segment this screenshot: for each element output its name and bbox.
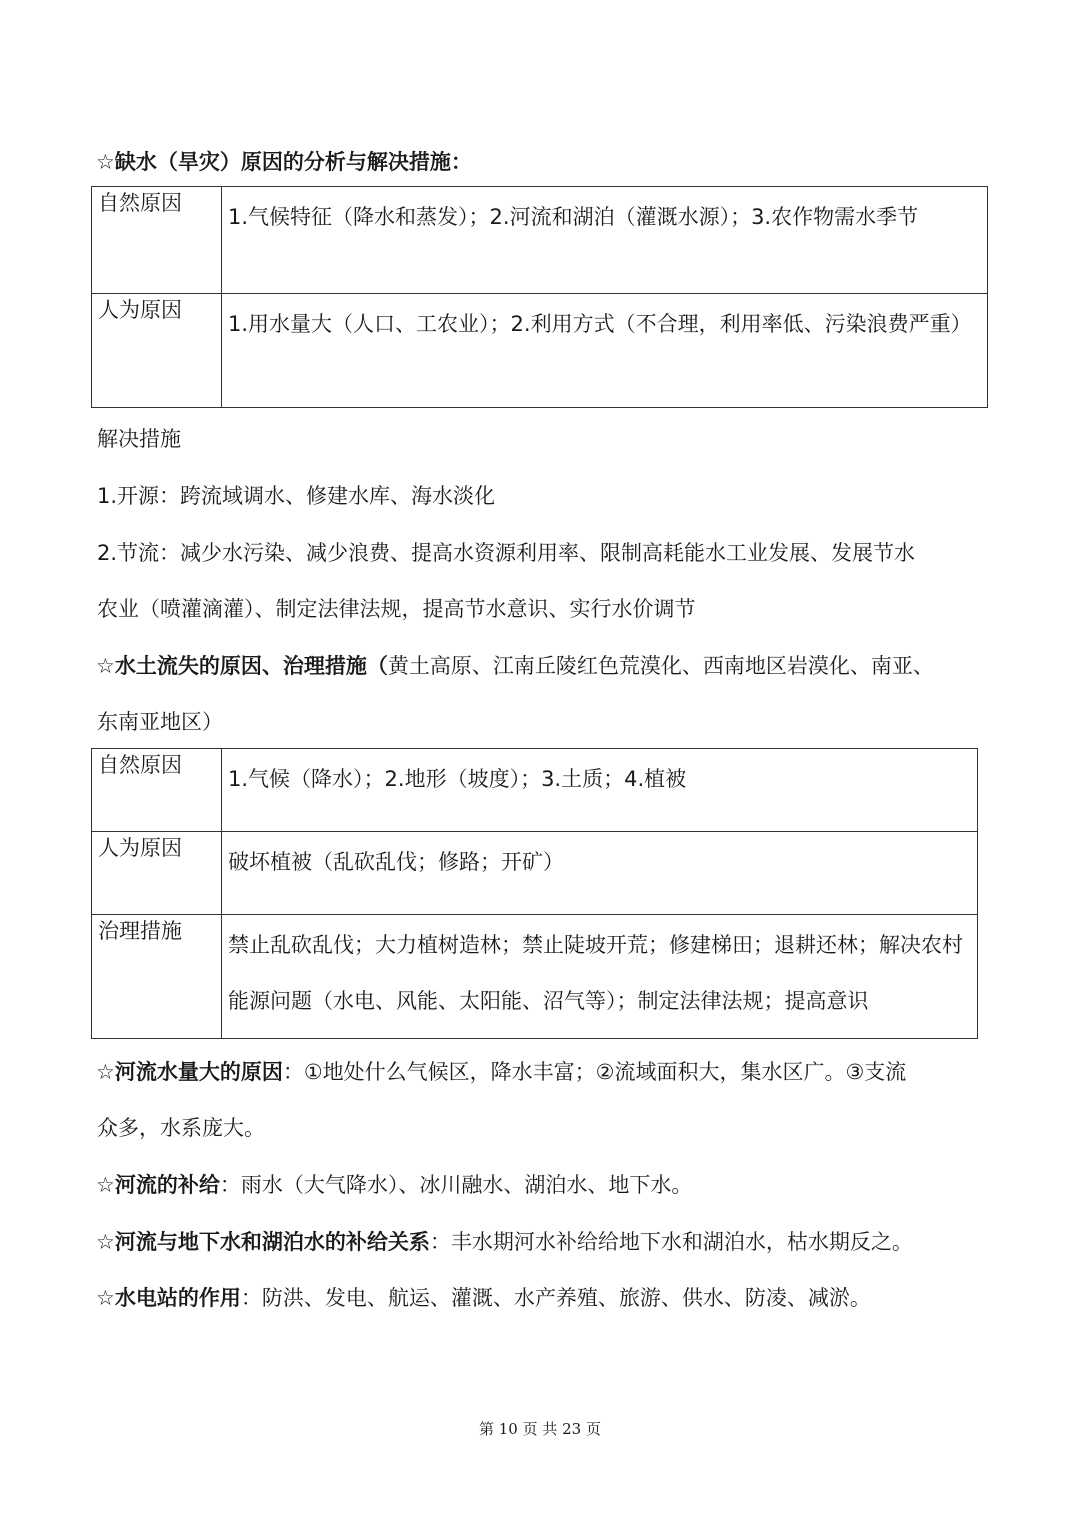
row-label: 治理措施 bbox=[92, 915, 222, 1039]
table-row bbox=[92, 915, 978, 1039]
section2-heading bbox=[96, 651, 934, 681]
table-row bbox=[92, 832, 978, 915]
fact-title: 河流的补给 bbox=[114, 1173, 220, 1197]
table-row bbox=[92, 294, 988, 408]
measure-jieliu-line2: 农业（喷灌滴灌）、制定法律法规，提高节水意识、实行水价调节 bbox=[97, 597, 696, 621]
measures-title: 解决措施 bbox=[97, 427, 181, 451]
star-icon: ☆ bbox=[96, 150, 115, 174]
fact-text: ：防洪、发电、航运、灌溉、水产养殖、旅游、供水、防凌、减淤。 bbox=[240, 1286, 871, 1310]
row-value: 破坏植被（乱砍乱伐；修路；开矿） bbox=[222, 832, 978, 915]
row-label: 自然原因 bbox=[92, 749, 222, 832]
fact-title: 水电站的作用 bbox=[114, 1286, 241, 1310]
section2-heading-line2: 东南亚地区） bbox=[97, 710, 223, 734]
star-icon: ☆ bbox=[96, 1286, 115, 1310]
fact-text: ：①地处什么气候区，降水丰富；②流域面积大，集水区广。③支流 bbox=[282, 1060, 907, 1084]
star-icon: ☆ bbox=[96, 654, 115, 678]
row-value: 1.气候（降水）；2.地形（坡度）；3.土质；4.植被 bbox=[222, 749, 978, 832]
section1-heading-text: 缺水（旱灾）原因的分析与解决措施： bbox=[114, 150, 472, 174]
star-icon: ☆ bbox=[96, 1173, 115, 1197]
table-row bbox=[92, 749, 978, 832]
section2-heading-bold: 水土流失的原因、治理措施（ bbox=[114, 654, 388, 678]
fact-title: 河流水量大的原因 bbox=[114, 1060, 283, 1084]
table-row bbox=[92, 187, 988, 294]
fact-supply-relation bbox=[96, 1227, 913, 1257]
measure-kaiyuan: 1.开源：跨流域调水、修建水库、海水淡化 bbox=[97, 484, 496, 508]
star-icon: ☆ bbox=[96, 1060, 115, 1084]
fact-hydropower bbox=[96, 1283, 871, 1313]
page-number: 第 10 页 共 23 页 bbox=[478, 1420, 601, 1438]
soil-erosion-table bbox=[91, 748, 978, 1039]
fact-river-volume-line2: 众多，水系庞大。 bbox=[97, 1116, 265, 1140]
row-label: 人为原因 bbox=[92, 294, 222, 408]
section2-heading-rest: 黄土高原、江南丘陵红色荒漠化、西南地区岩漠化、南亚、 bbox=[387, 654, 934, 678]
star-icon: ☆ bbox=[96, 1230, 115, 1254]
fact-river-supply bbox=[96, 1170, 692, 1200]
fact-text: ：雨水（大气降水）、冰川融水、湖泊水、地下水。 bbox=[219, 1173, 693, 1197]
row-label: 人为原因 bbox=[92, 832, 222, 915]
fact-text: ：丰水期河水补给给地下水和湖泊水，枯水期反之。 bbox=[429, 1230, 913, 1254]
measure-jieliu-line1: 2.节流：减少水污染、减少浪费、提高水资源利用率、限制高耗能水工业发展、发展节水 bbox=[97, 541, 916, 565]
row-value: 1.用水量大（人口、工农业）；2.利用方式（不合理，利用率低、污染浪费严重） bbox=[222, 294, 988, 408]
fact-river-volume bbox=[96, 1057, 906, 1087]
fact-title: 河流与地下水和湖泊水的补给关系 bbox=[114, 1230, 430, 1254]
row-value: 1.气候特征（降水和蒸发）；2.河流和湖泊（灌溉水源）；3.农作物需水季节 bbox=[222, 187, 988, 294]
water-shortage-table bbox=[91, 186, 988, 408]
row-label: 自然原因 bbox=[92, 187, 222, 294]
section1-heading bbox=[96, 147, 472, 177]
row-value: 禁止乱砍乱伐；大力植树造林；禁止陡坡开荒；修建梯田；退耕还林；解决农村能源问题（水电、风能、太阳能、沼气等）；制定法律法规；提高意识 bbox=[222, 915, 978, 1039]
